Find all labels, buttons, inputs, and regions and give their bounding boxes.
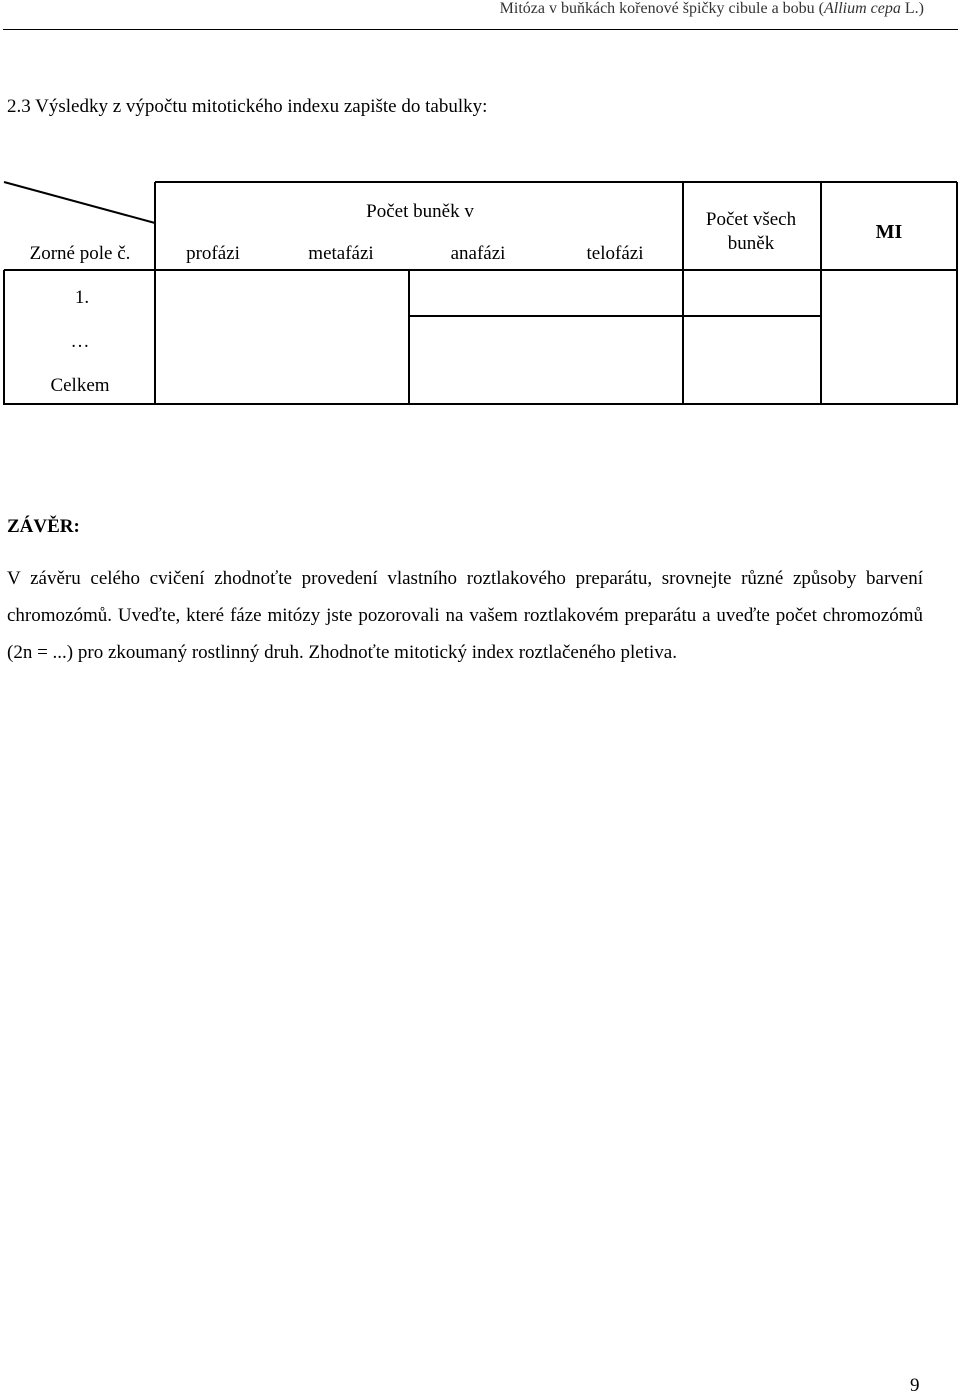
group-header: Počet buněk v bbox=[366, 201, 474, 222]
row-label-ellipsis: … bbox=[70, 331, 90, 352]
section-heading: 2.3 Výsledky z výpočtu mitotického indexu zapište do tabulky: bbox=[7, 96, 488, 117]
table-grid bbox=[3, 181, 958, 406]
row-label-total: Celkem bbox=[50, 375, 110, 396]
conclusion-body: V závěru celého cvičení zhodnoťte provedení vlastního roztlakového preparátu, srovnejte různé způsoby barvení chromozómů. Uveďte, které fáze mitózy jste pozorovali na vašem roztlakovém preparátu a uveďte počet chromozómů (2n = ...) pro zkoumaný rostlinný druh. Zhodnoťte mitotický index roztlačeného pletiva. bbox=[7, 568, 923, 663]
corner-label: Zorné pole č. bbox=[29, 243, 131, 264]
running-header-prefix: Mitóza v buňkách kořenové špičky cibule a bobu ( bbox=[499, 0, 825, 17]
running-header bbox=[500, 0, 924, 18]
column-header-mi: MI bbox=[875, 221, 903, 243]
column-header-total-line2: buněk bbox=[727, 233, 775, 254]
running-header-species: Allium cepa bbox=[824, 0, 901, 17]
column-header-telofazi: telofázi bbox=[586, 243, 644, 264]
column-header-anafazi: anafázi bbox=[450, 243, 506, 264]
page-number: 9 bbox=[910, 1375, 920, 1396]
results-table bbox=[3, 181, 958, 406]
header-divider bbox=[3, 29, 958, 30]
column-header-total-line1: Počet všech bbox=[705, 209, 797, 230]
running-header-suffix: L.) bbox=[900, 0, 924, 17]
row-label-1: 1. bbox=[74, 287, 90, 308]
column-header-metafazi: metafázi bbox=[308, 243, 374, 264]
conclusion-heading: ZÁVĚR: bbox=[7, 516, 80, 537]
column-header-profazi: profázi bbox=[186, 243, 240, 264]
